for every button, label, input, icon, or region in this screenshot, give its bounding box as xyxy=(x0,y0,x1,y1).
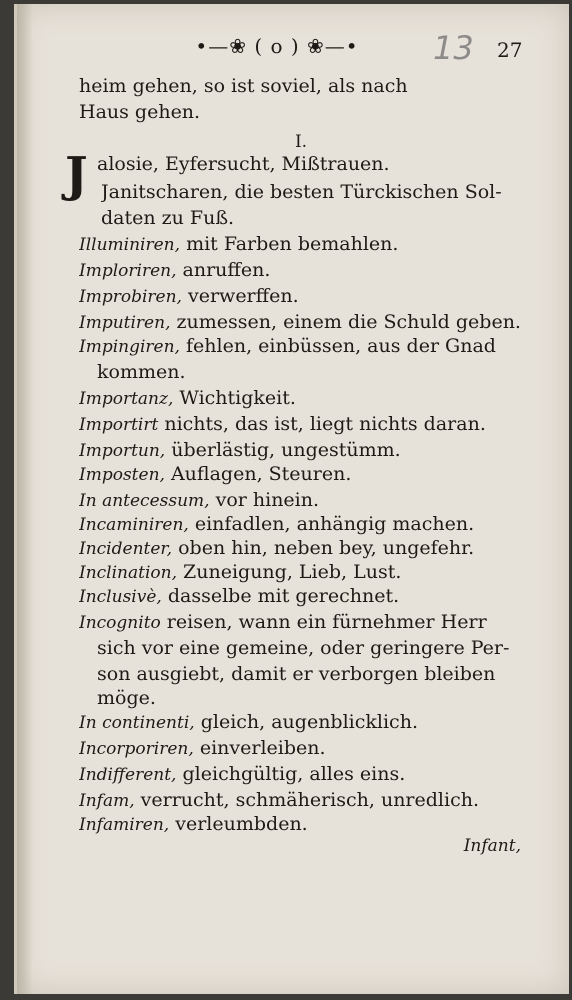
dictionary-entry xyxy=(79,412,535,436)
text-line: daten zu Fuß. xyxy=(101,207,235,229)
entry-text: anruffen. xyxy=(176,259,271,281)
dictionary-entry xyxy=(79,736,535,760)
pencil-page-number: 13 xyxy=(433,29,474,67)
entry-text: gleichgültig, alles eins. xyxy=(176,763,406,785)
entry-jalosie xyxy=(97,152,535,176)
entry-head: Imposten, xyxy=(79,465,165,485)
dictionary-entry xyxy=(79,560,535,584)
entry-head: Indifferent, xyxy=(79,765,177,785)
dictionary-entry xyxy=(79,258,535,282)
header-ornament: •—❀ ( o ) ❀—• xyxy=(195,34,359,58)
entry-head: Impingiren, xyxy=(79,337,180,357)
text-line: kommen. xyxy=(97,361,186,383)
dictionary-entry xyxy=(79,462,535,486)
text-line: heim gehen, so ist soviel, als nach xyxy=(79,75,408,97)
entry-head: Inclination, xyxy=(79,563,177,583)
entry-text: überlästig, ungestümm. xyxy=(165,439,401,461)
entry-janitscharen: Janitscharen, die besten Türckischen Sol- xyxy=(101,181,502,203)
entry-text: nichts, das ist, liegt nichts daran. xyxy=(158,413,486,435)
dictionary-entry xyxy=(79,284,535,308)
dictionary-entry xyxy=(79,536,535,560)
page-number: 27 xyxy=(497,38,523,62)
dictionary-entry xyxy=(79,512,535,536)
entry-head: Imploriren, xyxy=(79,261,177,281)
entry-text: vor hinein. xyxy=(209,489,320,511)
dictionary-entry xyxy=(79,232,535,256)
dictionary-entry xyxy=(79,812,535,836)
entry-head: Illuminiren, xyxy=(79,235,181,255)
entry-head: In continenti, xyxy=(79,713,195,733)
dictionary-entry xyxy=(79,788,535,812)
entry-head: Importirt xyxy=(79,415,159,435)
dictionary-entry xyxy=(79,762,535,786)
dictionary-entry xyxy=(79,584,535,608)
entry-text: verwerffen. xyxy=(181,285,299,307)
entry-text: fehlen, einbüssen, aus der Gnad xyxy=(179,335,496,357)
section-letter: I. xyxy=(294,132,308,152)
entry-text: dasselbe mit gerechnet. xyxy=(161,585,400,607)
page-binding-shadow xyxy=(17,4,33,994)
dictionary-entry xyxy=(79,610,535,634)
entry-head: Improbiren, xyxy=(79,287,182,307)
dictionary-entry xyxy=(79,386,535,410)
entry-head: alosie, xyxy=(97,153,159,175)
entry-head: Importun, xyxy=(79,441,166,461)
entry-text: verrucht, schmäherisch, unredlich. xyxy=(134,789,479,811)
dictionary-entry xyxy=(79,488,535,512)
entry-text: Eyfersucht, Mißtrauen. xyxy=(158,153,390,175)
dictionary-entry xyxy=(79,310,535,334)
dictionary-entry xyxy=(79,438,535,462)
text-line: sich vor eine gemeine, oder geringere Per- xyxy=(97,637,510,659)
dictionary-entry xyxy=(79,334,535,358)
entry-head: Importanz, xyxy=(79,389,174,409)
entry-head: Incidenter, xyxy=(79,539,173,559)
catchword: Infant, xyxy=(463,836,521,856)
entry-text: einverleiben. xyxy=(193,737,326,759)
text-line: son ausgiebt, damit er verborgen bleiben xyxy=(97,663,496,685)
entry-head: Inclusivè, xyxy=(79,587,162,607)
entry-head: In antecessum, xyxy=(79,491,210,511)
entry-head: Infam, xyxy=(79,791,135,811)
entry-text: reisen, wann ein fürnehmer Herr xyxy=(160,611,487,633)
entry-head: Infamiren, xyxy=(79,815,170,835)
entry-text: zumessen, einem die Schuld geben. xyxy=(170,311,521,333)
entry-text: mit Farben bemahlen. xyxy=(180,233,399,255)
entry-text: gleich, augenblicklich. xyxy=(194,711,418,733)
book-page xyxy=(14,4,569,994)
entry-head: Incorporiren, xyxy=(79,739,194,759)
entry-head: Incognito xyxy=(79,613,161,633)
entry-text: einfadlen, anhängig machen. xyxy=(188,513,475,535)
drop-cap: J xyxy=(65,147,88,203)
entry-text: Zuneigung, Lieb, Lust. xyxy=(177,561,402,583)
dictionary-entry xyxy=(79,710,535,734)
entry-text: verleumbden. xyxy=(169,813,308,835)
entry-head: Imputiren, xyxy=(79,313,171,333)
entry-text: Wichtigkeit. xyxy=(173,387,296,409)
entry-text: oben hin, neben bey, ungefehr. xyxy=(172,537,475,559)
text-line: möge. xyxy=(97,687,156,709)
text-line: Haus gehen. xyxy=(79,101,201,123)
entry-text: Auflagen, Steuren. xyxy=(164,463,352,485)
entry-head: Incaminiren, xyxy=(79,515,189,535)
